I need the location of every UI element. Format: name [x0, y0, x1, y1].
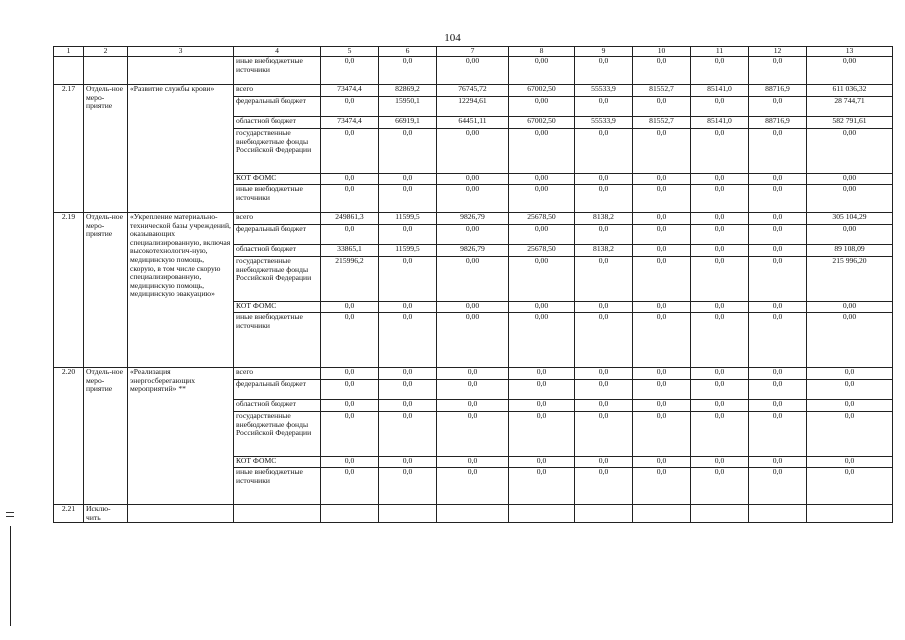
amount-cell: 0,00 — [509, 185, 575, 213]
amount-cell: 0,0 — [691, 213, 749, 225]
amount-cell: 0,00 — [437, 225, 509, 245]
amount-cell: 0,0 — [749, 97, 807, 117]
amount-cell: 0,0 — [437, 412, 509, 457]
amount-cell: 82869,2 — [379, 85, 437, 97]
amount-cell: 0,0 — [321, 174, 379, 185]
amount-cell: 611 036,32 — [807, 85, 893, 97]
amount-cell: 0,0 — [749, 368, 807, 380]
amount-cell — [749, 505, 807, 523]
amount-cell: 55533,9 — [575, 117, 633, 129]
amount-cell: 9826,79 — [437, 245, 509, 257]
amount-cell: 0,00 — [807, 225, 893, 245]
amount-cell: 66919,1 — [379, 117, 437, 129]
amount-cell: 0,0 — [379, 468, 437, 505]
amount-cell: 0,00 — [437, 257, 509, 302]
amount-cell: 0,0 — [633, 213, 691, 225]
amount-cell: 0,0 — [633, 97, 691, 117]
amount-cell: 0,0 — [437, 468, 509, 505]
amount-cell: 0,0 — [379, 57, 437, 85]
amount-cell: 0,0 — [509, 400, 575, 412]
funding-source: иные внебюджетные источники — [234, 185, 321, 213]
amount-cell: 81552,7 — [633, 85, 691, 97]
amount-cell: 0,0 — [575, 380, 633, 400]
amount-cell: 0,0 — [749, 302, 807, 313]
amount-cell: 0,0 — [807, 368, 893, 380]
table-row — [54, 213, 893, 225]
amount-cell: 0,0 — [691, 245, 749, 257]
amount-cell: 0,00 — [807, 302, 893, 313]
amount-cell: 0,0 — [379, 368, 437, 380]
amount-cell: 0,00 — [509, 225, 575, 245]
amount-cell — [633, 505, 691, 523]
amount-cell — [691, 505, 749, 523]
amount-cell: 0,0 — [321, 129, 379, 174]
amount-cell: 0,0 — [633, 302, 691, 313]
amount-cell: 0,0 — [691, 185, 749, 213]
funding-source: КОТ ФОМС — [234, 457, 321, 468]
amount-cell: 15950,1 — [379, 97, 437, 117]
column-number: 10 — [633, 47, 691, 57]
amount-cell: 0,0 — [749, 412, 807, 457]
item-name — [128, 505, 234, 523]
amount-cell: 64451,11 — [437, 117, 509, 129]
amount-cell: 0,0 — [749, 129, 807, 174]
amount-cell: 0,0 — [321, 185, 379, 213]
amount-cell: 0,0 — [807, 412, 893, 457]
page-number: 104 — [444, 32, 461, 44]
amount-cell: 0,0 — [749, 174, 807, 185]
amount-cell: 0,0 — [691, 400, 749, 412]
funding-source: КОТ ФОМС — [234, 302, 321, 313]
amount-cell: 0,0 — [379, 185, 437, 213]
funding-source: федеральный бюджет — [234, 225, 321, 245]
amount-cell: 0,0 — [749, 225, 807, 245]
amount-cell: 0,0 — [749, 457, 807, 468]
amount-cell: 0,0 — [807, 400, 893, 412]
amount-cell: 0,00 — [509, 302, 575, 313]
amount-cell: 0,0 — [633, 412, 691, 457]
column-number-row — [54, 47, 893, 57]
amount-cell: 0,0 — [633, 400, 691, 412]
amount-cell: 0,0 — [321, 225, 379, 245]
amount-cell: 0,0 — [379, 225, 437, 245]
amount-cell: 0,0 — [633, 468, 691, 505]
amount-cell: 0,0 — [575, 368, 633, 380]
item-type: Отдель-ное меро-приятие — [84, 213, 128, 368]
amount-cell: 0,0 — [437, 368, 509, 380]
amount-cell: 0,0 — [691, 302, 749, 313]
amount-cell: 0,00 — [437, 129, 509, 174]
funding-source: иные внебюджетные источники — [234, 468, 321, 505]
amount-cell — [321, 505, 379, 523]
amount-cell: 0,0 — [509, 412, 575, 457]
amount-cell: 0,0 — [379, 412, 437, 457]
column-number: 11 — [691, 47, 749, 57]
amount-cell: 9826,79 — [437, 213, 509, 225]
amount-cell: 0,0 — [691, 257, 749, 302]
amount-cell: 0,00 — [807, 185, 893, 213]
item-name: «Реализация энергосберегающих мероприятий» ** — [128, 368, 234, 505]
amount-cell: 0,0 — [633, 313, 691, 368]
amount-cell: 11599,5 — [379, 213, 437, 225]
amount-cell: 0,0 — [633, 245, 691, 257]
amount-cell: 0,0 — [379, 257, 437, 302]
column-number: 5 — [321, 47, 379, 57]
amount-cell: 0,00 — [437, 57, 509, 85]
amount-cell: 0,0 — [749, 468, 807, 505]
amount-cell: 76745,72 — [437, 85, 509, 97]
amount-cell: 0,00 — [807, 57, 893, 85]
amount-cell: 0,0 — [509, 368, 575, 380]
item-number: 2.19 — [54, 213, 84, 368]
funding-source: всего — [234, 213, 321, 225]
amount-cell: 582 791,61 — [807, 117, 893, 129]
amount-cell: 81552,7 — [633, 117, 691, 129]
funding-source: всего — [234, 85, 321, 97]
amount-cell: 8138,2 — [575, 213, 633, 225]
amount-cell — [509, 505, 575, 523]
amount-cell: 0,0 — [691, 174, 749, 185]
amount-cell: 0,0 — [321, 313, 379, 368]
funding-source: государственные внебюджетные фонды Российской Федерации — [234, 412, 321, 457]
amount-cell: 0,00 — [509, 257, 575, 302]
amount-cell: 0,0 — [633, 225, 691, 245]
amount-cell: 0,0 — [691, 57, 749, 85]
amount-cell: 0,0 — [633, 185, 691, 213]
amount-cell: 0,0 — [321, 412, 379, 457]
margin-tick — [6, 512, 14, 517]
amount-cell: 0,0 — [691, 380, 749, 400]
amount-cell: 0,0 — [633, 457, 691, 468]
amount-cell: 0,0 — [749, 245, 807, 257]
amount-cell: 0,0 — [509, 457, 575, 468]
amount-cell: 0,0 — [633, 368, 691, 380]
amount-cell: 0,0 — [691, 468, 749, 505]
amount-cell: 0,0 — [807, 380, 893, 400]
column-number: 7 — [437, 47, 509, 57]
amount-cell: 0,0 — [575, 225, 633, 245]
amount-cell: 0,0 — [575, 468, 633, 505]
item-name: «Укрепление материально-технической базы учреждений, оказывающих специализированную, включая высокотехнологич-ную, медицинскую помощь, скорую, в том числе скорую специализированную, медицинскую помощь, медицинскую эвакуацию» — [128, 213, 234, 368]
amount-cell: 0,0 — [437, 380, 509, 400]
amount-cell: 25678,50 — [509, 213, 575, 225]
amount-cell: 67002,50 — [509, 117, 575, 129]
amount-cell: 0,0 — [321, 368, 379, 380]
amount-cell: 0,0 — [575, 313, 633, 368]
amount-cell — [807, 505, 893, 523]
amount-cell: 0,0 — [379, 380, 437, 400]
table-row — [54, 368, 893, 380]
amount-cell: 0,0 — [321, 468, 379, 505]
amount-cell: 12294,61 — [437, 97, 509, 117]
amount-cell: 0,00 — [509, 57, 575, 85]
amount-cell — [379, 505, 437, 523]
margin-line — [10, 526, 11, 626]
amount-cell: 85141,0 — [691, 85, 749, 97]
amount-cell: 0,0 — [379, 302, 437, 313]
table-row — [54, 505, 893, 523]
amount-cell: 0,0 — [321, 380, 379, 400]
amount-cell: 28 744,71 — [807, 97, 893, 117]
item-type: Отдель-ное меро-приятие — [84, 85, 128, 213]
amount-cell: 0,00 — [437, 313, 509, 368]
table-row — [54, 85, 893, 97]
amount-cell: 0,00 — [437, 302, 509, 313]
funding-source: областной бюджет — [234, 245, 321, 257]
amount-cell: 0,0 — [321, 97, 379, 117]
table-row — [54, 57, 893, 85]
amount-cell: 0,0 — [321, 302, 379, 313]
column-number: 12 — [749, 47, 807, 57]
amount-cell: 0,0 — [321, 457, 379, 468]
amount-cell: 0,0 — [379, 457, 437, 468]
amount-cell: 0,0 — [691, 97, 749, 117]
amount-cell: 73474,4 — [321, 117, 379, 129]
amount-cell: 0,00 — [509, 313, 575, 368]
amount-cell: 0,0 — [321, 400, 379, 412]
amount-cell: 0,00 — [509, 129, 575, 174]
column-number: 3 — [128, 47, 234, 57]
amount-cell: 0,0 — [633, 174, 691, 185]
item-name — [128, 57, 234, 85]
item-number: 2.20 — [54, 368, 84, 505]
amount-cell: 0,00 — [437, 174, 509, 185]
amount-cell: 0,0 — [575, 412, 633, 457]
funding-source: иные внебюджетные источники — [234, 57, 321, 85]
item-name: «Развитие службы крови» — [128, 85, 234, 213]
amount-cell: 11599,5 — [379, 245, 437, 257]
amount-cell: 0,0 — [633, 380, 691, 400]
amount-cell: 0,0 — [575, 457, 633, 468]
amount-cell: 0,0 — [749, 213, 807, 225]
amount-cell: 0,0 — [575, 400, 633, 412]
amount-cell: 0,0 — [575, 57, 633, 85]
funding-source: областной бюджет — [234, 400, 321, 412]
amount-cell: 88716,9 — [749, 117, 807, 129]
amount-cell: 0,00 — [807, 174, 893, 185]
amount-cell: 0,0 — [509, 380, 575, 400]
amount-cell: 0,00 — [807, 313, 893, 368]
funding-source: государственные внебюджетные фонды Российской Федерации — [234, 257, 321, 302]
amount-cell: 0,0 — [691, 368, 749, 380]
item-number — [54, 57, 84, 85]
funding-source: федеральный бюджет — [234, 380, 321, 400]
item-number: 2.17 — [54, 85, 84, 213]
item-type: Исклю-чить — [84, 505, 128, 523]
amount-cell: 0,0 — [379, 400, 437, 412]
column-number: 1 — [54, 47, 84, 57]
amount-cell: 0,0 — [691, 225, 749, 245]
amount-cell: 0,0 — [749, 257, 807, 302]
funding-source: государственные внебюджетные фонды Российской Федерации — [234, 129, 321, 174]
amount-cell: 0,0 — [633, 57, 691, 85]
amount-cell — [575, 505, 633, 523]
amount-cell: 0,0 — [575, 174, 633, 185]
item-type: Отдель-ное меро-приятие — [84, 368, 128, 505]
amount-cell: 55533,9 — [575, 85, 633, 97]
amount-cell: 88716,9 — [749, 85, 807, 97]
budget-table-body — [54, 47, 893, 523]
amount-cell: 0,0 — [437, 400, 509, 412]
amount-cell: 0,0 — [575, 185, 633, 213]
amount-cell: 249861,3 — [321, 213, 379, 225]
amount-cell: 33865,1 — [321, 245, 379, 257]
amount-cell — [437, 505, 509, 523]
amount-cell: 0,0 — [749, 57, 807, 85]
column-number: 4 — [234, 47, 321, 57]
amount-cell: 0,0 — [575, 97, 633, 117]
amount-cell: 215996,2 — [321, 257, 379, 302]
amount-cell: 0,0 — [575, 257, 633, 302]
amount-cell: 0,0 — [807, 468, 893, 505]
amount-cell: 0,0 — [749, 313, 807, 368]
column-number: 6 — [379, 47, 437, 57]
amount-cell: 0,0 — [691, 412, 749, 457]
amount-cell: 0,0 — [691, 129, 749, 174]
amount-cell: 0,0 — [575, 302, 633, 313]
item-number: 2.21 — [54, 505, 84, 523]
column-number: 8 — [509, 47, 575, 57]
amount-cell: 73474,4 — [321, 85, 379, 97]
column-number: 2 — [84, 47, 128, 57]
amount-cell: 0,0 — [575, 129, 633, 174]
amount-cell: 305 104,29 — [807, 213, 893, 225]
amount-cell: 0,00 — [509, 174, 575, 185]
amount-cell: 85141,0 — [691, 117, 749, 129]
funding-source: федеральный бюджет — [234, 97, 321, 117]
column-number: 13 — [807, 47, 893, 57]
amount-cell: 0,0 — [749, 380, 807, 400]
funding-source: областной бюджет — [234, 117, 321, 129]
amount-cell: 0,00 — [437, 185, 509, 213]
amount-cell: 0,0 — [321, 57, 379, 85]
amount-cell: 0,0 — [633, 257, 691, 302]
funding-source — [234, 505, 321, 523]
amount-cell: 0,00 — [509, 97, 575, 117]
amount-cell: 25678,50 — [509, 245, 575, 257]
amount-cell: 0,0 — [691, 313, 749, 368]
amount-cell: 0,0 — [437, 457, 509, 468]
amount-cell: 0,0 — [379, 174, 437, 185]
amount-cell: 8138,2 — [575, 245, 633, 257]
amount-cell: 0,0 — [749, 185, 807, 213]
amount-cell: 0,0 — [691, 457, 749, 468]
amount-cell: 0,0 — [379, 313, 437, 368]
amount-cell: 0,0 — [749, 400, 807, 412]
amount-cell: 0,0 — [633, 129, 691, 174]
amount-cell: 0,0 — [807, 457, 893, 468]
amount-cell: 215 996,20 — [807, 257, 893, 302]
amount-cell: 0,0 — [509, 468, 575, 505]
funding-source: КОТ ФОМС — [234, 174, 321, 185]
item-type — [84, 57, 128, 85]
amount-cell: 0,0 — [379, 129, 437, 174]
amount-cell: 89 108,09 — [807, 245, 893, 257]
funding-source: иные внебюджетные источники — [234, 313, 321, 368]
amount-cell: 67002,50 — [509, 85, 575, 97]
funding-source: всего — [234, 368, 321, 380]
amount-cell: 0,00 — [807, 129, 893, 174]
column-number: 9 — [575, 47, 633, 57]
budget-table — [53, 46, 893, 523]
